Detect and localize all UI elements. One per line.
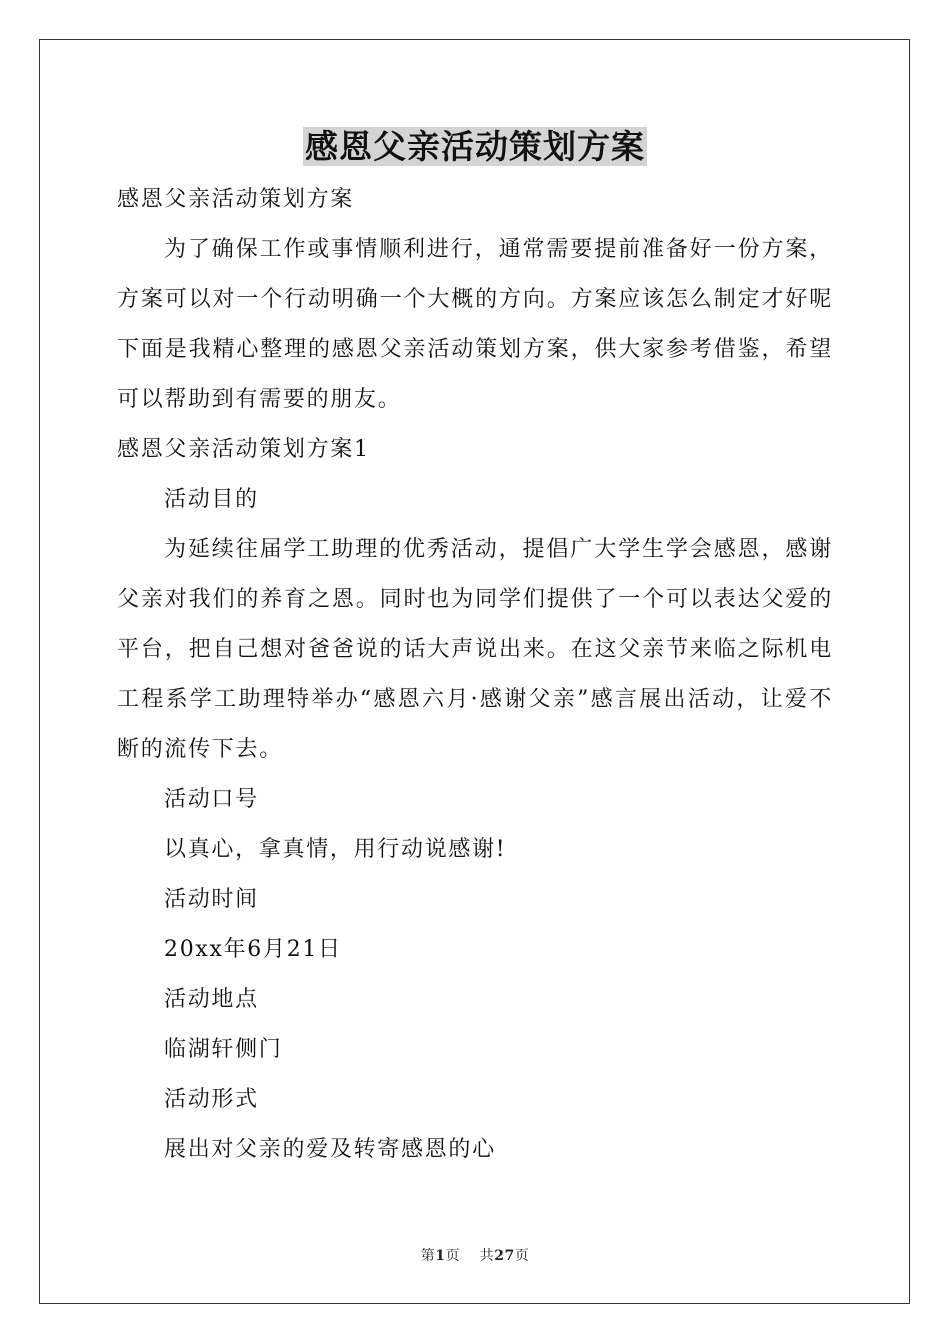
page-footer bbox=[0, 1245, 950, 1265]
time-text: 20xx年6月21日 bbox=[164, 937, 342, 962]
format-text: 展出对父亲的爱及转寄感恩的心 bbox=[164, 1137, 496, 1162]
document-body bbox=[117, 175, 833, 1175]
section-heading: 感恩父亲活动策划方案1 bbox=[117, 437, 370, 462]
heading-activity-slogan: 活动口号 bbox=[164, 787, 259, 812]
heading-activity-purpose: 活动目的 bbox=[164, 487, 259, 512]
subtitle: 感恩父亲活动策划方案 bbox=[117, 187, 355, 212]
document-title-text: 感恩父亲活动策划方案 bbox=[305, 127, 645, 166]
total-pages: 27 bbox=[494, 1248, 515, 1264]
heading-activity-time: 活动时间 bbox=[164, 887, 259, 912]
total-suffix: 页 bbox=[514, 1248, 530, 1264]
location-text: 临湖轩侧门 bbox=[164, 1037, 283, 1062]
heading-activity-format: 活动形式 bbox=[164, 1087, 259, 1112]
total-prefix: 共 bbox=[479, 1248, 495, 1264]
document-title bbox=[0, 122, 950, 172]
page-number: 1 bbox=[435, 1248, 446, 1264]
purpose-paragraph: 为延续往届学工助理的优秀活动，提倡广大学生学会感恩，感谢父亲对我们的养育之恩。同时也为同学们提供了一个可以表达父爱的平台，把自己想对爸爸说的话大声说出来。在这父亲节来临之际机电工程系学工助理特举办“感恩六月·感谢父亲”感言展出活动，让爱不断的流传下去。 bbox=[117, 537, 833, 762]
heading-activity-location: 活动地点 bbox=[164, 987, 259, 1012]
slogan-text: 以真心，拿真情，用行动说感谢! bbox=[164, 837, 507, 862]
page-prefix: 第 bbox=[420, 1248, 436, 1264]
intro-paragraph: 为了确保工作或事情顺利进行，通常需要提前准备好一份方案，方案可以对一个行动明确一个大概的方向。方案应该怎么制定才好呢下面是我精心整理的感恩父亲活动策划方案，供大家参考借鉴，希望可以帮助到有需要的朋友。 bbox=[117, 237, 833, 412]
page-suffix: 页 bbox=[445, 1248, 460, 1264]
